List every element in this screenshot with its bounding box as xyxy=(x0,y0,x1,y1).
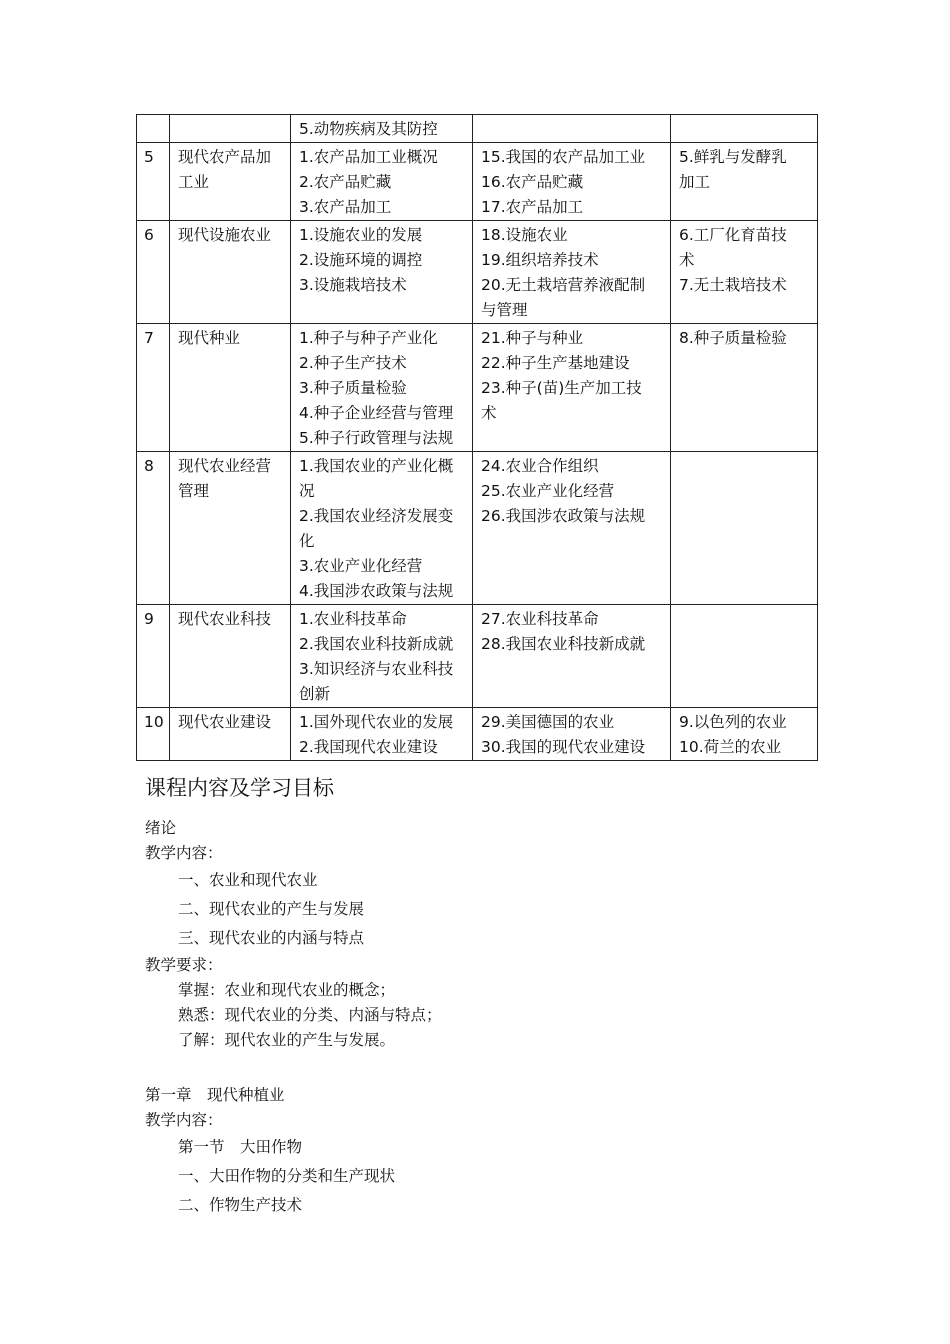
practice-content-cell xyxy=(671,605,818,708)
intro-req-item: 熟悉：现代农业的分类、内涵与特点； xyxy=(178,1006,442,1024)
intro-req-label: 教学要求： xyxy=(145,956,223,974)
cell-line: 27.农业科技革命 xyxy=(481,610,599,628)
practice-content-cell xyxy=(671,143,818,221)
cell-line: 16.农产品贮藏 xyxy=(481,173,584,191)
row-number-cell xyxy=(137,221,170,324)
row-number-cell xyxy=(137,324,170,452)
cell-line: 现代农业科技 xyxy=(178,610,272,628)
cell-line: 1.农产品加工业概况 xyxy=(299,148,438,166)
table-row xyxy=(137,221,818,324)
practice-content-cell xyxy=(671,708,818,761)
cell-line: 术 xyxy=(481,404,497,422)
cell-text: 7 xyxy=(144,329,154,347)
cell-line: 2.农产品贮藏 xyxy=(299,173,392,191)
cell-line: 22.种子生产基地建设 xyxy=(481,354,630,372)
cell-line: 1.国外现代农业的发展 xyxy=(299,713,454,731)
cell-line: 26.我国涉农政策与法规 xyxy=(481,507,646,525)
course-table-body xyxy=(137,115,818,761)
cell-line: 2.我国农业经济发展变 xyxy=(299,507,454,525)
cell-line: 29.美国德国的农业 xyxy=(481,713,615,731)
section-heading: 课程内容及学习目标 xyxy=(145,776,334,800)
cell-line: 1.农业科技革命 xyxy=(299,610,407,628)
cell-line: 加工 xyxy=(679,173,711,191)
cell-line: 4.种子企业经营与管理 xyxy=(299,404,454,422)
intro-content-item: 二、现代农业的产生与发展 xyxy=(178,900,365,918)
cell-line: 9.以色列的农业 xyxy=(679,713,787,731)
table-row xyxy=(137,324,818,452)
cell-line: 21.种子与种业 xyxy=(481,329,584,347)
course-table xyxy=(136,114,818,761)
cell-line: 7.无土栽培技术 xyxy=(679,276,787,294)
chapter-content-item: 一、大田作物的分类和生产现状 xyxy=(178,1167,396,1185)
cell-line: 现代农业建设 xyxy=(178,713,272,731)
cell-line: 20.无土栽培营养液配制 xyxy=(481,276,646,294)
cell-line: 况 xyxy=(299,482,315,500)
row-number-cell xyxy=(137,605,170,708)
chapter-content-item: 二、作物生产技术 xyxy=(178,1196,303,1214)
cell-line: 2.设施环境的调控 xyxy=(299,251,423,269)
cell-line: 现代农产品加 xyxy=(178,148,272,166)
cell-line: 3.种子质量检验 xyxy=(299,379,407,397)
cell-line: 15.我国的农产品加工业 xyxy=(481,148,646,166)
cell-text: 10 xyxy=(144,713,164,731)
course-title-cell xyxy=(170,708,291,761)
row-number-cell xyxy=(137,143,170,221)
intro-content-item: 一、农业和现代农业 xyxy=(178,871,318,889)
cell-text: 9 xyxy=(144,610,154,628)
teaching-content-cell xyxy=(291,605,473,708)
chapter-title: 第一章 现代种植业 xyxy=(145,1086,285,1104)
course-title-cell xyxy=(170,452,291,605)
teaching-content-cell xyxy=(291,221,473,324)
table-row xyxy=(137,708,818,761)
table-row xyxy=(137,452,818,605)
cell-line: 8.种子质量检验 xyxy=(679,329,787,347)
row-number-cell xyxy=(137,708,170,761)
cell-line: 管理 xyxy=(178,482,210,500)
table-row xyxy=(137,115,818,143)
cell-line: 1.我国农业的产业化概 xyxy=(299,457,454,475)
cell-line: 19.组织培养技术 xyxy=(481,251,599,269)
cell-line: 3.农产品加工 xyxy=(299,198,392,216)
row-number-cell xyxy=(137,115,170,143)
cell-text: 5 xyxy=(144,148,154,166)
cell-line: 与管理 xyxy=(481,301,528,319)
cell-line: 10.荷兰的农业 xyxy=(679,738,782,756)
lab-content-cell xyxy=(473,324,671,452)
cell-text: 6 xyxy=(144,226,154,244)
cell-line: 23.种子(苗)生产加工技 xyxy=(481,379,642,397)
practice-content-cell xyxy=(671,221,818,324)
intro-content-item: 三、现代农业的内涵与特点 xyxy=(178,929,365,947)
lab-content-cell xyxy=(473,708,671,761)
cell-line: 6.工厂化育苗技 xyxy=(679,226,787,244)
lab-content-cell xyxy=(473,452,671,605)
cell-line: 2.我国现代农业建设 xyxy=(299,738,438,756)
course-title-cell xyxy=(170,324,291,452)
course-title-cell xyxy=(170,143,291,221)
intro-title: 绪论 xyxy=(145,819,177,837)
cell-line: 5.动物疾病及其防控 xyxy=(299,120,438,138)
cell-line: 化 xyxy=(299,532,315,550)
intro-content-label: 教学内容： xyxy=(145,844,223,862)
cell-text: 8 xyxy=(144,457,154,475)
practice-content-cell xyxy=(671,324,818,452)
intro-req-item: 了解：现代农业的产生与发展。 xyxy=(178,1031,396,1049)
cell-line: 2.我国农业科技新成就 xyxy=(299,635,454,653)
lab-content-cell xyxy=(473,143,671,221)
table-row xyxy=(137,143,818,221)
teaching-content-cell xyxy=(291,143,473,221)
cell-line: 现代设施农业 xyxy=(178,226,272,244)
course-content xyxy=(145,770,845,1220)
chapter-section-title: 第一节 大田作物 xyxy=(178,1138,303,1156)
practice-content-cell xyxy=(671,115,818,143)
lab-content-cell xyxy=(473,605,671,708)
cell-line: 18.设施农业 xyxy=(481,226,568,244)
cell-line: 28.我国农业科技新成就 xyxy=(481,635,646,653)
practice-content-cell xyxy=(671,452,818,605)
intro-req-item: 掌握：农业和现代农业的概念； xyxy=(178,981,396,999)
table-row xyxy=(137,605,818,708)
cell-line: 4.我国涉农政策与法规 xyxy=(299,582,454,600)
cell-line: 3.设施栽培技术 xyxy=(299,276,407,294)
cell-line: 25.农业产业化经营 xyxy=(481,482,615,500)
course-title-cell xyxy=(170,221,291,324)
cell-line: 1.设施农业的发展 xyxy=(299,226,423,244)
lab-content-cell xyxy=(473,221,671,324)
cell-line: 30.我国的现代农业建设 xyxy=(481,738,646,756)
lab-content-cell xyxy=(473,115,671,143)
cell-line: 24.农业合作组织 xyxy=(481,457,599,475)
cell-line: 17.农产品加工 xyxy=(481,198,584,216)
cell-line: 5.鲜乳与发酵乳 xyxy=(679,148,787,166)
cell-line: 1.种子与种子产业化 xyxy=(299,329,438,347)
course-title-cell xyxy=(170,115,291,143)
cell-line: 创新 xyxy=(299,685,331,703)
cell-line: 2.种子生产技术 xyxy=(299,354,407,372)
teaching-content-cell xyxy=(291,115,473,143)
cell-line: 现代种业 xyxy=(178,329,241,347)
cell-line: 工业 xyxy=(178,173,210,191)
chapter-content-label: 教学内容： xyxy=(145,1111,223,1129)
course-title-cell xyxy=(170,605,291,708)
teaching-content-cell xyxy=(291,452,473,605)
cell-line: 5.种子行政管理与法规 xyxy=(299,429,454,447)
row-number-cell xyxy=(137,452,170,605)
teaching-content-cell xyxy=(291,708,473,761)
cell-line: 术 xyxy=(679,251,695,269)
teaching-content-cell xyxy=(291,324,473,452)
cell-line: 3.知识经济与农业科技 xyxy=(299,660,454,678)
cell-line: 3.农业产业化经营 xyxy=(299,557,423,575)
cell-line: 现代农业经营 xyxy=(178,457,272,475)
